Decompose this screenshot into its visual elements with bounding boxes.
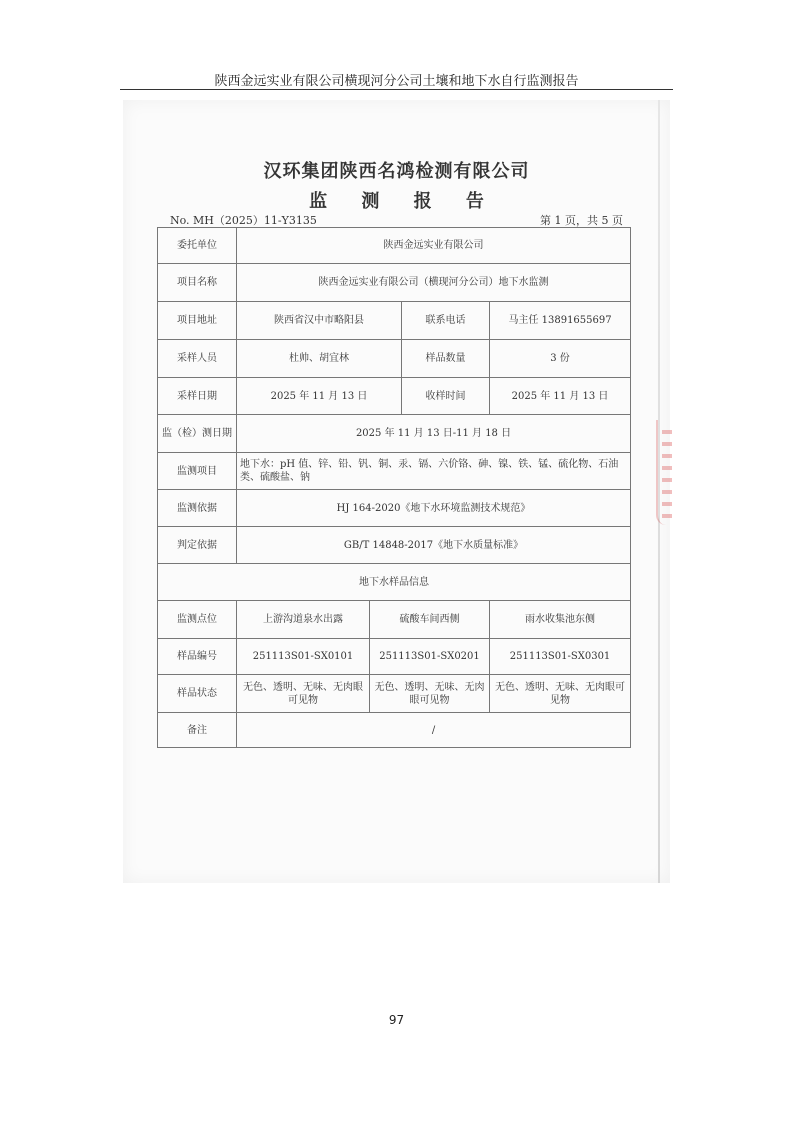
table-row — [158, 490, 631, 527]
page-number: 97 — [388, 1013, 405, 1027]
table-row — [158, 264, 631, 302]
items-value: 地下水：pH 值、锌、铅、钒、铜、汞、镉、六价铬、砷、镍、铁、锰、硫化物、石油类、硫酸盐、钠 — [237, 453, 631, 490]
sample-3-code: 251113S01-SX0301 — [490, 639, 631, 675]
project-address-label: 项目地址 — [158, 302, 237, 340]
sample-count-label: 样品数量 — [402, 340, 490, 378]
table-row — [158, 675, 631, 713]
test-date-label: 监（检）测日期 — [158, 415, 237, 453]
sample-2-state: 无色、透明、无味、无肉眼可见物 — [370, 675, 490, 713]
samplers-label: 采样人员 — [158, 340, 237, 378]
basis-label: 监测依据 — [158, 490, 237, 527]
criteria-label: 判定依据 — [158, 527, 237, 564]
code-label: 样品编号 — [158, 639, 237, 675]
client-value: 陕西金远实业有限公司 — [237, 228, 631, 264]
project-name-label: 项目名称 — [158, 264, 237, 302]
basis-value: HJ 164-2020《地下水环境监测技术规范》 — [237, 490, 631, 527]
sample-2-code: 251113S01-SX0201 — [370, 639, 490, 675]
project-name-value: 陕西金远实业有限公司（横现河分公司）地下水监测 — [237, 264, 631, 302]
table-row — [158, 564, 631, 601]
sample-2-point: 硫酸车间西侧 — [370, 601, 490, 639]
samplers-value: 杜帅、胡宜林 — [237, 340, 402, 378]
items-label: 监测项目 — [158, 453, 237, 490]
table-row — [158, 527, 631, 564]
receipt-time-label: 收样时间 — [402, 378, 490, 415]
sampling-date-value: 2025 年 11 月 13 日 — [237, 378, 402, 415]
test-date-value: 2025 年 11 月 13 日-11 月 18 日 — [237, 415, 631, 453]
company-name: 汉环集团陕西名鸿检测有限公司 — [263, 161, 530, 182]
table-row — [158, 453, 631, 490]
sample-3-point: 雨水收集池东侧 — [490, 601, 631, 639]
project-address-value: 陕西省汉中市略阳县 — [237, 302, 402, 340]
table-row — [158, 302, 631, 340]
table-row — [158, 228, 631, 264]
page-header: 陕西金远实业有限公司横现河分公司土壤和地下水自行监测报告 — [214, 74, 579, 89]
client-label: 委托单位 — [158, 228, 237, 264]
table-row — [158, 639, 631, 675]
table-row — [158, 378, 631, 415]
remarks-label: 备注 — [158, 713, 237, 748]
phone-label: 联系电话 — [402, 302, 490, 340]
table-row — [158, 340, 631, 378]
report-title: 监 测 报 告 — [309, 191, 498, 212]
header-rule — [120, 89, 673, 90]
point-label: 监测点位 — [158, 601, 237, 639]
sampling-date-label: 采样日期 — [158, 378, 237, 415]
sample-1-point: 上游沟道泉水出露 — [237, 601, 370, 639]
sample-1-state: 无色、透明、无味、无肉眼可见物 — [237, 675, 370, 713]
sample-3-state: 无色、透明、无味、无肉眼可见物 — [490, 675, 631, 713]
sample-1-code: 251113S01-SX0101 — [237, 639, 370, 675]
table-row — [158, 415, 631, 453]
remarks-value: / — [237, 713, 631, 748]
section-title: 地下水样品信息 — [158, 564, 631, 601]
receipt-time-value: 2025 年 11 月 13 日 — [490, 378, 631, 415]
report-number: No. MH（2025）11-Y3135 — [170, 214, 317, 227]
table-row — [158, 713, 631, 748]
criteria-value: GB/T 14848-2017《地下水质量标准》 — [237, 527, 631, 564]
state-label: 样品状态 — [158, 675, 237, 713]
seal-stamp-mark — [662, 430, 672, 520]
page-count: 第 1 页，共 5 页 — [540, 214, 623, 227]
phone-value: 马主任 13891655697 — [490, 302, 631, 340]
sample-count-value: 3 份 — [490, 340, 631, 378]
report-table — [157, 227, 631, 748]
table-row — [158, 601, 631, 639]
